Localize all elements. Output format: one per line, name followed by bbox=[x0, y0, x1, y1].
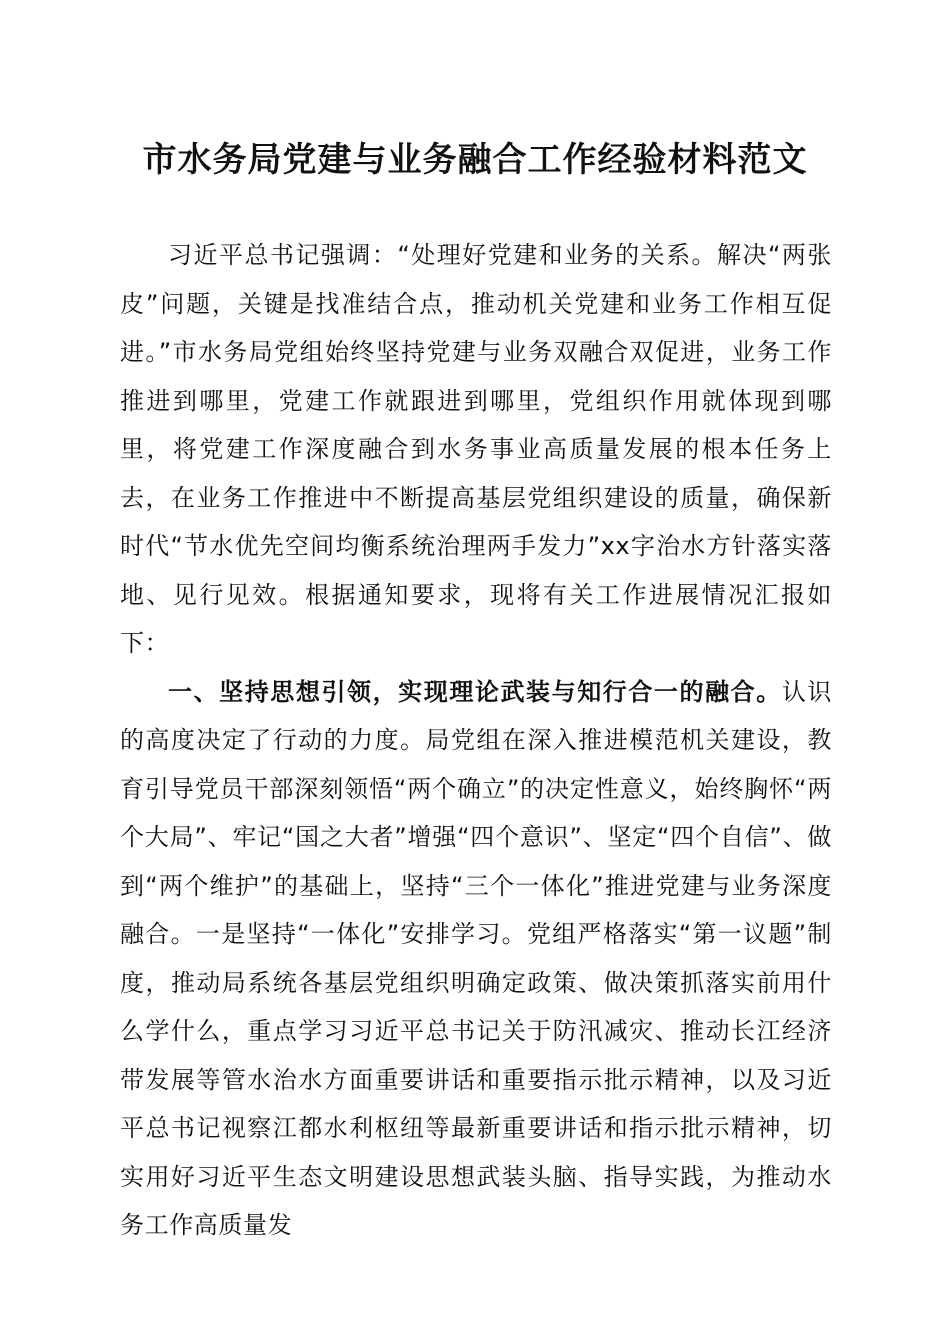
document-body bbox=[120, 231, 832, 1250]
section-1-heading: 一、坚持思想引领，实现理论武装与知行合一的融合。 bbox=[168, 677, 782, 706]
document-title: 市水务局党建与业务融合工作经验材料范文 bbox=[142, 140, 808, 180]
section-1-paragraph bbox=[120, 668, 832, 1250]
intro-paragraph: 习近平总书记强调：“处理好党建和业务的关系。解决“两张皮”问题，关键是找准结合点，推动机关党建和业务工作相互促进。”市水务局党组始终坚持党建与业务双融合双促进，业务工作推进到哪里，党建工作就跟进到哪里，党组织作用就体现到哪里，将党建工作深度融合到水务事业高质量发展的根本任务上去，在业务工作推进中不断提高基层党组织建设的质量，确保新时代“节水优先空间均衡系统治理两手发力”xx字治水方针落实落地、见行见效。根据通知要求，现将有关工作进展情况汇报如下： bbox=[120, 241, 832, 657]
section-1-body: 认识的高度决定了行动的力度。局党组在深入推进模范机关建设，教育引导党员干部深刻领悟“两个确立”的决定性意义，始终胸怀“两个大局”、牢记“国之大者”增强“四个意识”、坚定“四个自信”、做到“两个维护”的基础上，坚持“三个一体化”推进党建与业务深度融合。一是坚持“一体化”安排学习。党组严格落实“第一议题”制度，推动局系统各基层党组织明确定政策、做决策抓落实前用什么学什么，重点学习习近平总书记关于防汛减灾、推动长江经济带发展等管水治水方面重要讲话和重要指示批示精神，以及习近平总书记视察江都水利枢纽等最新重要讲话和指示批示精神，切实用好习近平生态文明建设思想武装头脑、指导实践，为推动水务工作高质量发 bbox=[120, 677, 833, 1239]
